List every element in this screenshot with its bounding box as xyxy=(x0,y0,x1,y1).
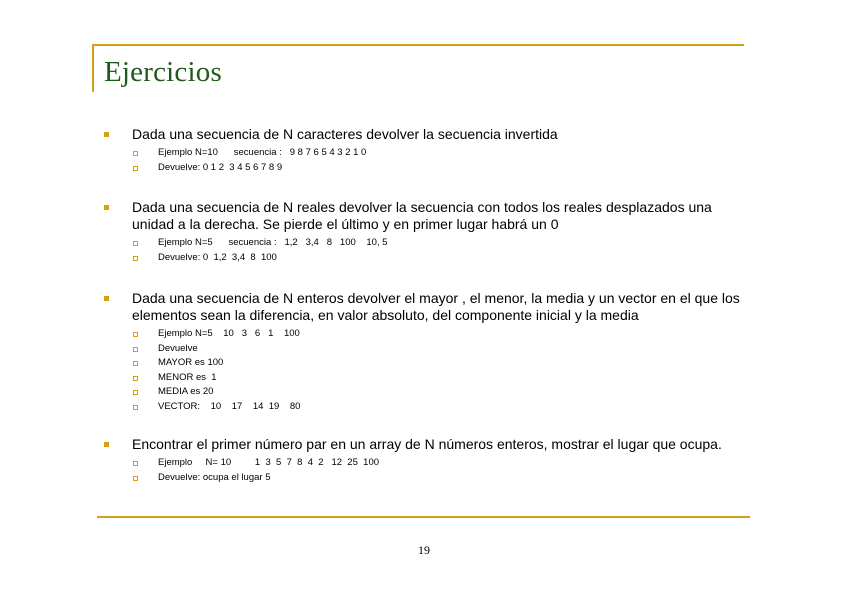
hollow-square-bullet-icon xyxy=(133,476,138,481)
detail-line: MEDIA es 20 xyxy=(132,385,754,400)
detail-line: Ejemplo N=5 secuencia : 1,2 3,4 8 100 10, 5 xyxy=(132,236,754,251)
detail-line: VECTOR: 10 17 14 19 80 xyxy=(132,400,754,415)
detail-line: Ejemplo N=10 secuencia : 9 8 7 6 5 4 3 2 1 0 xyxy=(132,146,754,161)
detail-line: MENOR es 1 xyxy=(132,371,754,386)
exercise-text: Dada una secuencia de N caracteres devolver la secuencia invertida xyxy=(132,126,558,142)
square-bullet-icon xyxy=(104,132,109,137)
hollow-square-bullet-icon xyxy=(133,256,138,261)
detail-line: Devuelve: 0 1 2 3 4 5 6 7 8 9 xyxy=(132,161,754,176)
square-bullet-icon xyxy=(104,296,109,301)
hollow-square-bullet-icon xyxy=(133,390,138,395)
hollow-square-bullet-icon xyxy=(133,376,138,381)
detail-line: Ejemplo N= 10 1 3 5 7 8 4 2 12 25 100 xyxy=(132,456,754,471)
hollow-square-bullet-icon xyxy=(133,461,138,466)
exercise-item xyxy=(104,290,754,414)
exercise-details xyxy=(132,327,754,414)
detail-line: Devuelve: 0 1,2 3,4 8 100 xyxy=(132,251,754,266)
hollow-square-bullet-icon xyxy=(133,405,138,410)
exercise-details xyxy=(132,456,754,485)
bottom-rule xyxy=(97,516,750,518)
detail-line: Devuelve: ocupa el lugar 5 xyxy=(132,471,754,486)
exercise-list xyxy=(104,126,754,510)
top-rule xyxy=(92,44,744,46)
hollow-square-bullet-icon xyxy=(133,361,138,366)
detail-line: MAYOR es 100 xyxy=(132,356,754,371)
square-bullet-icon xyxy=(104,442,109,447)
square-bullet-icon xyxy=(104,205,109,210)
exercise-item xyxy=(104,199,754,265)
exercise-text: Encontrar el primer número par en un array de N números enteros, mostrar el lugar que ocupa. xyxy=(132,436,722,452)
slide-title: Ejercicios xyxy=(104,56,222,88)
exercise-details xyxy=(132,236,754,265)
detail-line: Ejemplo N=5 10 3 6 1 100 xyxy=(132,327,754,342)
hollow-square-bullet-icon xyxy=(133,241,138,246)
exercise-item xyxy=(104,436,754,485)
page-number: 19 xyxy=(418,543,430,557)
exercise-item xyxy=(104,126,754,175)
left-rule xyxy=(92,44,94,92)
hollow-square-bullet-icon xyxy=(133,151,138,156)
hollow-square-bullet-icon xyxy=(133,347,138,352)
exercise-details xyxy=(132,146,754,175)
hollow-square-bullet-icon xyxy=(133,332,138,337)
hollow-square-bullet-icon xyxy=(133,166,138,171)
exercise-text: Dada una secuencia de N reales devolver la secuencia con todos los reales desplazados una unidad a la derecha. Se pierde el último y en primer lugar habrá un 0 xyxy=(132,199,712,232)
exercise-text: Dada una secuencia de N enteros devolver el mayor , el menor, la media y un vector en el que los elementos sean la diferencia, en valor absoluto, del componente inicial y la media xyxy=(132,290,740,323)
detail-line: Devuelve xyxy=(132,342,754,357)
